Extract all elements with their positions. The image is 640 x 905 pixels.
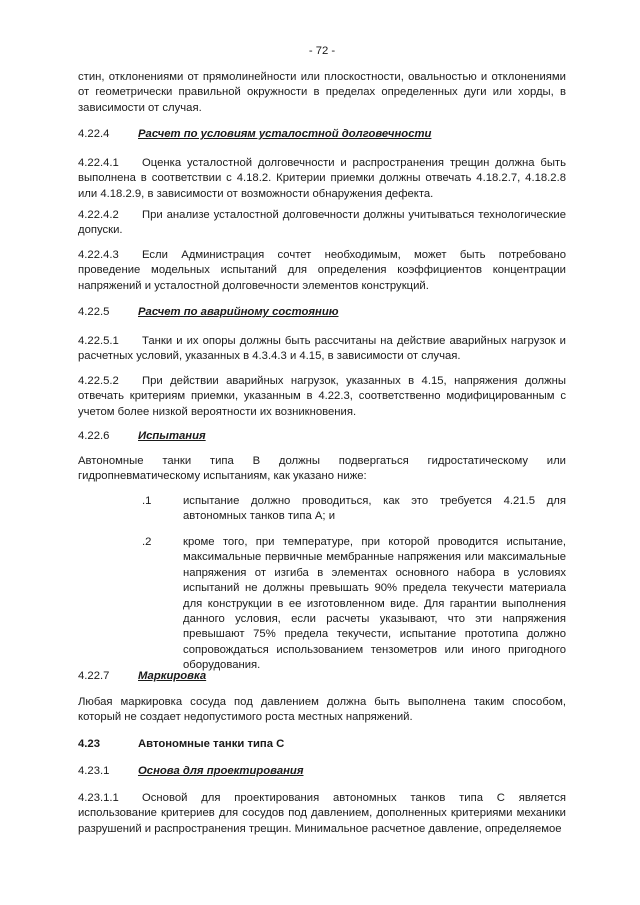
- section-heading-4-23-1: [78, 764, 566, 779]
- list-item-key: .2: [142, 536, 152, 548]
- list-item: [142, 494, 566, 525]
- clause-4-22-4-3: [78, 248, 566, 294]
- section-number: 4.22.7: [78, 670, 110, 682]
- section-heading-4-22-7: [78, 669, 566, 684]
- clause-text: Танки и их опоры должны быть рассчитаны на действие аварийных нагрузок и расчетных условий, указанных в 4.3.4.3 и 4.15, в зависимости от случая.: [78, 335, 566, 363]
- clause-text: При анализе усталостной долговечности должны учитываться технологические допуски.: [78, 209, 566, 237]
- paragraph-text: Любая маркировка сосуда под давлением должна быть выполнена таким способом, который не создает недопустимого роста местных напряжений.: [78, 696, 566, 724]
- clause-4-22-4-1: [78, 156, 566, 202]
- clause-text: При действии аварийных нагрузок, указанных в 4.15, напряжения должны отвечать критериям приемки, указанным в 4.22.3, соответственно модифицированным с учетом более низкой вероятности их возникновения.: [78, 375, 566, 418]
- clause-number: 4.22.4.1: [78, 157, 119, 169]
- section-number: 4.23.1: [78, 765, 110, 777]
- section-number: 4.22.4: [78, 128, 110, 140]
- section-heading-4-23: [78, 737, 566, 752]
- paragraph-continuation: [78, 70, 566, 116]
- section-heading-4-22-6: [78, 429, 566, 444]
- section-title: Расчет по аварийному состоянию: [138, 306, 339, 318]
- clause-4-23-1-1: [78, 791, 566, 837]
- section-number: 4.23: [78, 738, 100, 750]
- section-title: Испытания: [138, 430, 206, 442]
- list-item-text: испытание должно проводиться, как это требуется 4.21.5 для автономных танков типа A; и: [183, 495, 566, 523]
- clause-text: Если Администрация сочтет необходимым, может быть потребовано проведение модельных испытаний для определения коэффициентов концентрации напряжений и усталостной долговечности элементов конструкций.: [78, 249, 566, 292]
- list-item-key: .1: [142, 495, 152, 507]
- clause-number: 4.22.4.2: [78, 209, 119, 221]
- section-title: Маркировка: [138, 670, 207, 682]
- list-item-text: кроме того, при температуре, при которой проводится испытание, максимальные первичные мембранные напряжения или максимальные напряжения от изгиба в элементах основного набора в условиях испытаний не должны превышать 90% предела текучести материала для конструкции в ее изготовленном виде. Для гарантии выполнения данного условия, если расчеты указывают, что эти напряжения превышают 75% предела текучести, испытание прототипа должно сопровождаться использованием тензометров или иного пригодного оборудования.: [183, 536, 566, 672]
- section-number: 4.22.6: [78, 430, 110, 442]
- section-heading-4-22-4: [78, 127, 566, 142]
- paragraph-text: стин, отклонениями от прямолинейности или плоскостности, овальностью и отклонениями от геометрически правильной окружности в пределах определенных дуги или хорды, в зависимости от случая.: [78, 71, 566, 114]
- clause-4-22-5-2: [78, 374, 566, 420]
- list-item: [142, 535, 566, 674]
- section-title: Расчет по условиям усталостной долговечности: [138, 128, 432, 140]
- paragraph-testing: [78, 454, 566, 485]
- clause-number: 4.22.4.3: [78, 249, 119, 261]
- clause-text: Основой для проектирования автономных танков типа C является использование критериев для сосудов под давлением, дополненных критериями механики разрушений и распространения трещин. Минимальное расчетное давление, определяемое: [78, 792, 566, 835]
- clause-4-22-5-1: [78, 334, 566, 365]
- clause-text: Оценка усталостной долговечности и распространения трещин должна быть выполнена в соответствии с 4.18.2. Критерии приемки должны отвечать 4.18.2.7, 4.18.2.8 или 4.18.2.9, в зависимости от возможности обнаружения дефекта.: [78, 157, 566, 200]
- clause-number: 4.23.1.1: [78, 792, 119, 804]
- section-title: Автономные танки типа C: [138, 738, 285, 750]
- paragraph-marking: [78, 695, 566, 726]
- section-heading-4-22-5: [78, 305, 566, 320]
- section-number: 4.22.5: [78, 306, 110, 318]
- clause-number: 4.22.5.2: [78, 375, 119, 387]
- clause-number: 4.22.5.1: [78, 335, 119, 347]
- page-number: - 72 -: [308, 45, 336, 57]
- clause-4-22-4-2: [78, 208, 566, 239]
- section-title: Основа для проектирования: [138, 765, 304, 777]
- paragraph-text: Автономные танки типа B должны подвергаться гидростатическому или гидропневматическому испытаниям, как указано ниже:: [78, 455, 566, 483]
